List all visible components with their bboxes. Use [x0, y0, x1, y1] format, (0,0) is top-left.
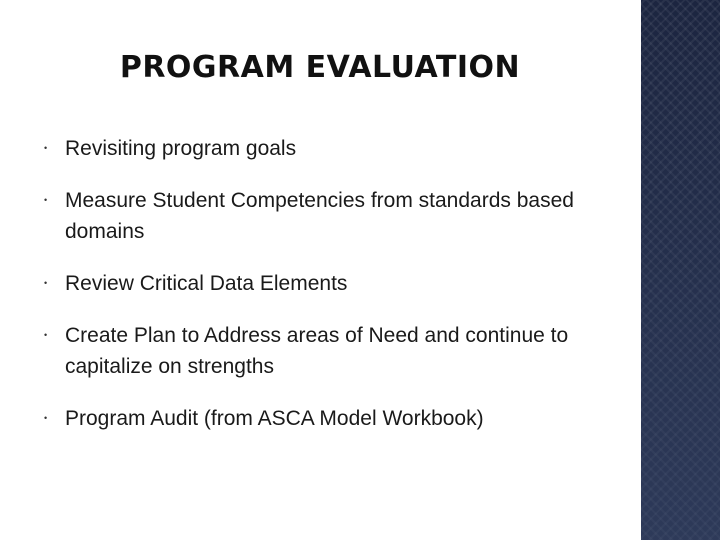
bullet-icon: •: [44, 278, 48, 288]
list-item: [44, 403, 604, 434]
bullet-text: Program Audit (from ASCA Model Workbook): [65, 407, 484, 430]
bullet-text: Create Plan to Address areas of Need and continue to capitalize on strengths: [65, 324, 569, 378]
bullet-text: Revisiting program goals: [65, 137, 297, 160]
decorative-side-panel: [641, 0, 720, 540]
list-item: [44, 320, 604, 382]
bullet-text: Review Critical Data Elements: [65, 272, 348, 295]
list-item: [44, 133, 604, 164]
bullet-icon: •: [44, 195, 48, 205]
bullet-icon: •: [44, 413, 48, 423]
slide-title: PROGRAM EVALUATION: [119, 50, 521, 85]
list-item: [44, 268, 604, 299]
bullet-icon: •: [44, 330, 48, 340]
bullet-icon: •: [44, 143, 48, 153]
list-item: [44, 185, 604, 247]
bullet-text: Measure Student Competencies from standards based domains: [65, 189, 574, 243]
bullet-list: [44, 133, 604, 455]
